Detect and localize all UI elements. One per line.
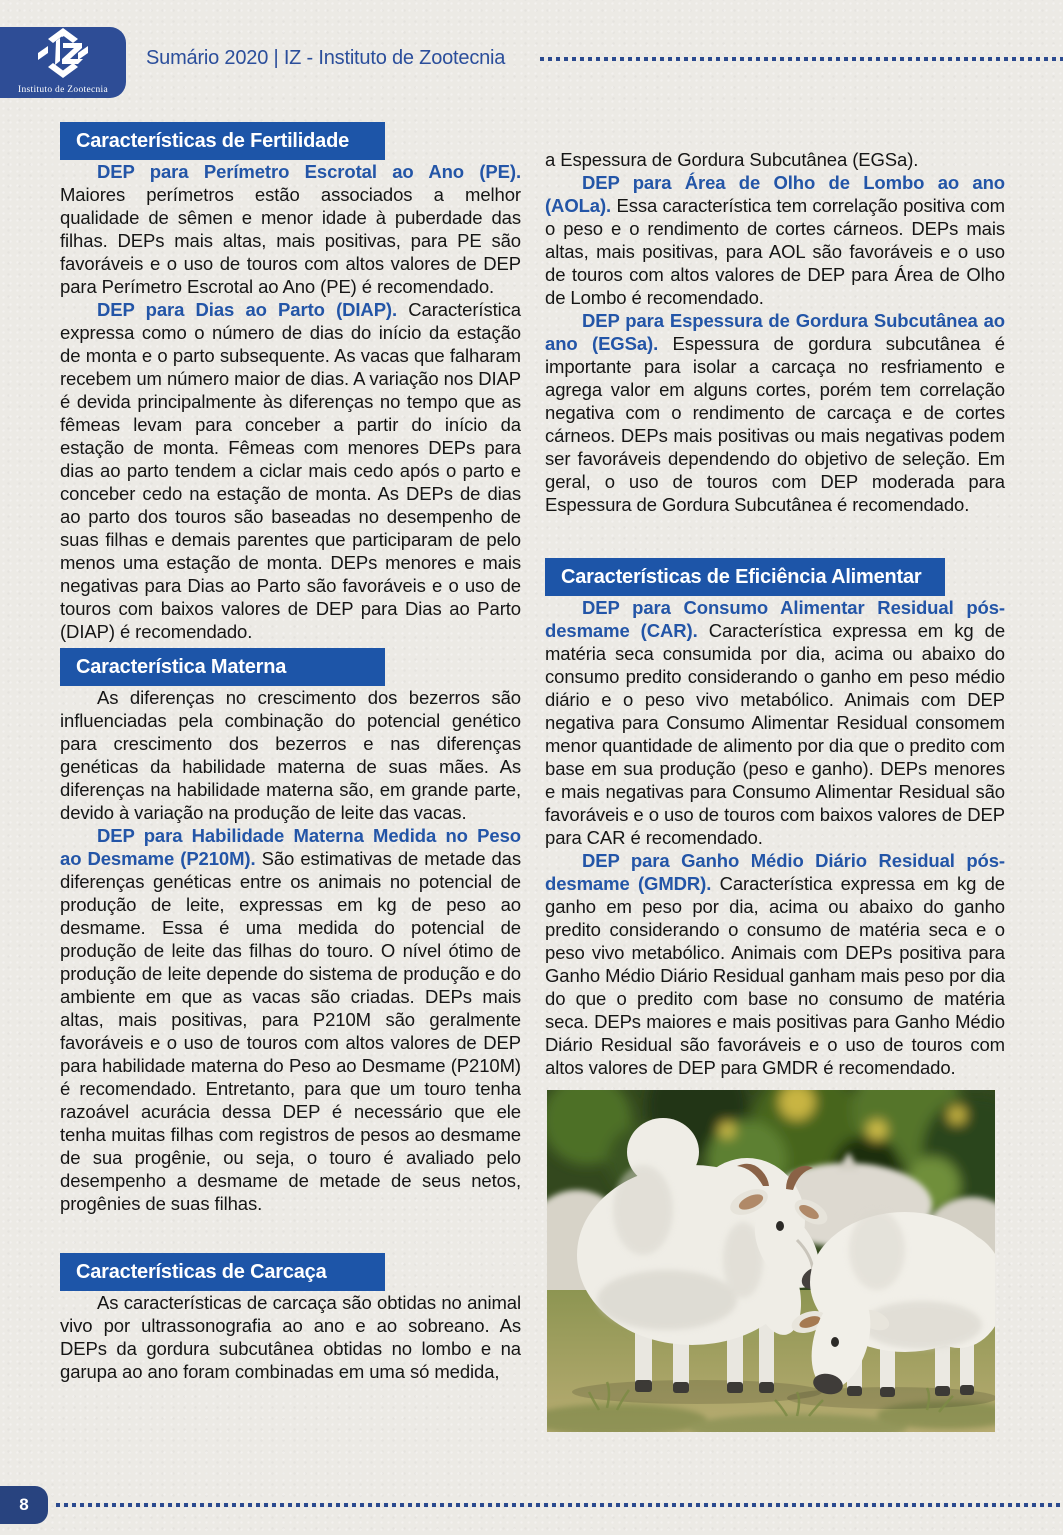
paragraph-lead: DEP para Ganho Médio Diário Residual pós-desmame (GMDR). (545, 850, 1005, 894)
section-header-eficiencia (545, 558, 945, 596)
section-header-fertilidade (60, 122, 385, 160)
paragraph-body: As diferenças no crescimento dos bezerros são influenciadas pela combinação do potencial genético para crescimento dos bezerros e nas diferenças genéticas da habilidade materna de suas mães. As diferenças na habilidade materna são, em grande parte, devido à variação na produção de leite das vacas. (60, 687, 521, 823)
paragraph-gmdr (545, 849, 1005, 1079)
paragraph-egsa (545, 309, 1005, 516)
paragraph-lead: DEP para Habilidade Materna Medida no Peso ao Desmame (P210M). (60, 825, 521, 869)
paragraph-body: a Espessura de Gordura Subcutânea (EGSa). (545, 149, 919, 170)
paragraph-body: São estimativas de metade das diferenças genéticas entre os animais no potencial de produção de leite, expressas em kg de peso ao desmame. Essa é uma medida do potencial de produção de leite das filhas do touro. O nível ótimo de produção de leite depende do sistema de produção e do ambiente em que as vacas são criadas. DEPs mais altas, mais positivas, para P210M são geralmente favoráveis e o uso de touros com altos valores de DEP para habilidade materna do Peso ao Desmame (P210M) é recomendado. Entretanto, para que um touro tenha razoável acurácia dessa DEP é necessário que ele tenha muitas filhas com registros de pesos ao desmame de sua progênie, ou seja, o touro é avaliado pelo desempenho a desmame de metade de seus netos, progênies de suas filhas. (60, 848, 521, 1214)
footer-dotted-line (56, 1503, 1063, 1507)
page-title: Sumário 2020 | IZ - Instituto de Zootecnia (146, 47, 506, 69)
left-column (60, 122, 521, 1383)
paragraph-body: As características de carcaça são obtidas no animal vivo por ultrassonografia ao ano e ao sobreano. As DEPs da gordura subcutânea obtidas no lombo e na garupa ao ano foram combinadas em uma só medida, (60, 1292, 521, 1382)
paragraph-diap (60, 298, 521, 643)
paragraph-pe (60, 160, 521, 298)
paragraph-p210m (60, 824, 521, 1215)
right-column (545, 148, 1005, 1432)
paragraph-body: Característica expressa em kg de ganho em peso por dia, acima ou abaixo do ganho predito considerando o consumo de matéria seca e o peso vivo metabólico. Animais com DEPs positiva para Ganho Médio Diário Residual ganham mais peso por dia do que o predito com base no consumo de matéria seca. DEPs maiores e mais positivas para Ganho Médio Diário Residual são favoráveis e o uso de touros com altos valores de DEP para GMDR é recomendado. (545, 873, 1005, 1078)
page-number-tab (0, 1486, 48, 1524)
paragraph-body: Característica expressa como o número de dias do início da estação de monta e o parto subsequente. As vacas que falharam recebem um número maior de dias. A variação nos DIAP é devida principalmente às diferenças no tempo que as fêmeas levam para conceber a partir do início da estação de monta. Fêmeas com menores DEPs para dias ao parto tendem a ciclar mais cedo após o parto e conceber cedo na estação de monta. As DEPs de dias ao parto dos touros são baseadas no desempenho de suas filhas e demais parentes que participaram de pelo menos uma estação de monta. DEPs menores e mais negativas para Dias ao Parto são favoráveis e o uso de touros com baixos valores de DEP para Dias ao Parto (DIAP) é recomendado. (60, 299, 521, 642)
section-title: Características de Eficiência Alimentar (561, 566, 922, 588)
section-title: Características de Carcaça (76, 1261, 327, 1283)
paragraph-lead: DEP para Dias ao Parto (DIAP). (97, 299, 398, 320)
paragraph-materna-intro (60, 686, 521, 824)
page-number: 8 (19, 1495, 29, 1514)
iz-logo-mark-icon (26, 27, 100, 84)
header-dotted-line (540, 57, 1063, 61)
iz-logo (0, 27, 126, 98)
paragraph-car (545, 596, 1005, 849)
paragraph-lead: DEP para Área de Olho de Lombo ao ano (AOLa). (545, 172, 1005, 216)
paragraph-carcaca-continuation (545, 148, 1005, 171)
paragraph-lead: DEP para Espessura de Gordura Subcutânea ao ano (EGSa). (545, 310, 1005, 354)
paragraph-lead: DEP para Perímetro Escrotal ao Ano (PE). (97, 161, 521, 182)
section-header-carcaca (60, 1253, 385, 1291)
section-title: Características de Fertilidade (76, 130, 350, 152)
paragraph-carcaca-intro (60, 1291, 521, 1383)
paragraph-body: Essa característica tem correlação positiva com o peso e o rendimento de cortes cárneos. DEPs mais altas, mais positivas, para AOL são favoráveis e o uso de touros com altos valores de DEP para Área de Olho de Lombo é recomendado. (545, 195, 1005, 308)
section-header-materna (60, 648, 385, 686)
paragraph-lead: DEP para Consumo Alimentar Residual pós-desmame (CAR). (545, 597, 1005, 641)
paragraph-body: Espessura de gordura subcutânea é importante para isolar a carcaça no resfriamento e agrega valor em alguns cortes, porém tem correlação negativa com o rendimento de carcaça e de cortes cárneos. DEPs mais positivas ou mais negativas podem ser favoráveis dependendo do objetivo de seleção. Em geral, o uso de touros com DEP moderada para Espessura de Gordura Subcutânea é recomendado. (545, 333, 1005, 515)
paragraph-body: Maiores perímetros estão associados a melhor qualidade de sêmen e menor idade à puberdade das filhas. DEPs mais altas, mais positivas, para PE são favoráveis e o uso de touros com altos valores de DEP para Perímetro Escrotal ao Ano (PE) é recomendado. (60, 184, 521, 297)
section-title: Característica Materna (76, 656, 287, 678)
logo-caption: Instituto de Zootecnia (18, 85, 108, 95)
paragraph-aola (545, 171, 1005, 309)
paragraph-body: Característica expressa em kg de matéria seca consumida por dia, acima ou abaixo do consumo predito considerando o ganho em peso médio diário e o peso vivo metabólico. Animais com DEP negativa para Consumo Alimentar Residual consomem menor quantidade de alimento por dia que o predito com base em sua produção (peso e ganho). DEPs menores e mais negativas para Consumo Alimentar Residual são favoráveis e o uso de touros com baixos valores de DEP para CAR é recomendado. (545, 620, 1006, 848)
cattle-photo (547, 1090, 995, 1432)
